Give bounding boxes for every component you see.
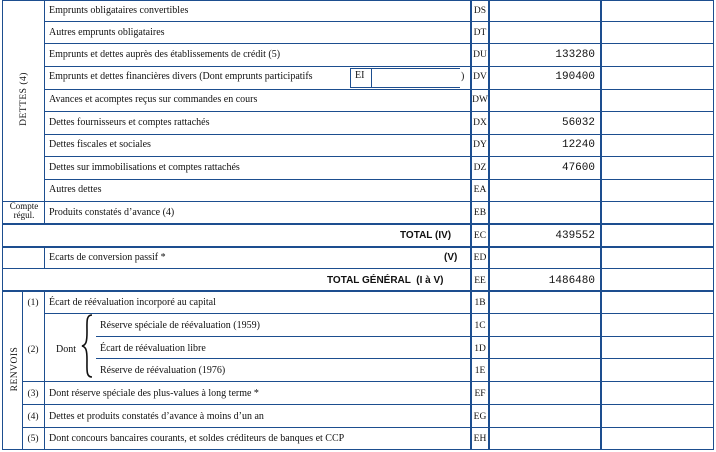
row-code: DY xyxy=(473,140,487,150)
row-label: Réserve spéciale de réévaluation (1959) xyxy=(100,320,260,331)
renvoi-number: (2) xyxy=(27,345,39,355)
row-code: EG xyxy=(473,412,487,422)
compte-regul-label: Compte régul. xyxy=(9,201,39,220)
row-code: 1E xyxy=(474,366,486,376)
row-label: Réserve de réévaluation (1976) xyxy=(100,365,226,376)
row-code: DZ xyxy=(473,163,487,173)
ei-field-label: EI xyxy=(350,68,372,88)
ei-input[interactable] xyxy=(372,68,460,88)
row-label: Dont concours bancaires courants, et soldes créditeurs de banques et CCP xyxy=(49,433,345,444)
row-value[interactable]: 56032 xyxy=(561,117,595,129)
row-value[interactable]: 47600 xyxy=(561,162,595,174)
renvoi-number: (3) xyxy=(27,389,39,399)
row-label: Produits constatés d’avance (4) xyxy=(49,207,175,218)
row-code: 1B xyxy=(474,298,486,308)
row-label: Écart de réévaluation incorporé au capital xyxy=(49,297,216,308)
row-label: Dettes sur immobilisations et comptes rattachés xyxy=(49,162,240,173)
row-value[interactable]: 133280 xyxy=(555,49,595,61)
row-label: Emprunts obligataires convertibles xyxy=(49,5,189,16)
row-value[interactable]: 12240 xyxy=(561,139,595,151)
brace-icon xyxy=(80,312,96,380)
renvoi-number: (4) xyxy=(27,412,39,422)
row-code: DT xyxy=(473,28,487,38)
ei-close-paren: ) xyxy=(461,71,465,82)
row-code: EF xyxy=(474,389,486,399)
row-code: EE xyxy=(474,276,486,286)
row-label: Autres dettes xyxy=(49,184,102,195)
row-code: EC xyxy=(473,231,487,241)
dont-label: Dont xyxy=(56,344,76,355)
total-iv-label: TOTAL (IV) xyxy=(400,230,452,241)
total-iv-value[interactable]: 439552 xyxy=(555,230,595,242)
row-label: Emprunts et dettes financières divers (Dont emprunts participatifs xyxy=(49,71,313,82)
row-label: Ecarts de conversion passif * xyxy=(49,252,166,263)
dettes-side-label: DETTES (4) xyxy=(19,72,29,126)
row-code: EA xyxy=(473,185,487,195)
row-label: Dont réserve spéciale des plus-values à long terme * xyxy=(49,388,259,399)
row-label: Autres emprunts obligataires xyxy=(49,27,165,38)
row-code: DV xyxy=(473,72,487,82)
row-label: Écart de réévaluation libre xyxy=(100,343,206,354)
row-label: Dettes fiscales et sociales xyxy=(49,139,151,150)
row-code: DX xyxy=(473,118,487,128)
total-general-value[interactable]: 1486480 xyxy=(548,275,595,287)
renvois-side-label: RENVOIS xyxy=(10,346,20,392)
row-label: Dettes fournisseurs et comptes rattachés xyxy=(49,117,210,128)
row-code: 1C xyxy=(474,321,486,331)
row-label: Emprunts et dettes auprès des établissements de crédit (5) xyxy=(49,49,281,60)
row-code: 1D xyxy=(474,344,486,354)
total-general-label: TOTAL GÉNÉRAL (I à V) xyxy=(327,275,444,286)
row-code: DW xyxy=(472,95,488,105)
row-code: DS xyxy=(473,6,487,16)
row-code: ED xyxy=(473,253,487,263)
row-label: Avances et acomptes reçus sur commandes en cours xyxy=(49,94,258,105)
row-code: EH xyxy=(473,434,487,444)
row-code: EB xyxy=(473,208,487,218)
row-value[interactable]: 190400 xyxy=(555,71,595,83)
row-label: Dettes et produits constatés d’avance à moins d’un an xyxy=(49,411,264,422)
renvoi-number: (1) xyxy=(27,298,39,308)
renvoi-number: (5) xyxy=(27,434,39,444)
row-code: DU xyxy=(473,50,487,60)
roman-v-label: (V) xyxy=(444,252,458,263)
balance-sheet-liabilities-form xyxy=(2,0,714,450)
